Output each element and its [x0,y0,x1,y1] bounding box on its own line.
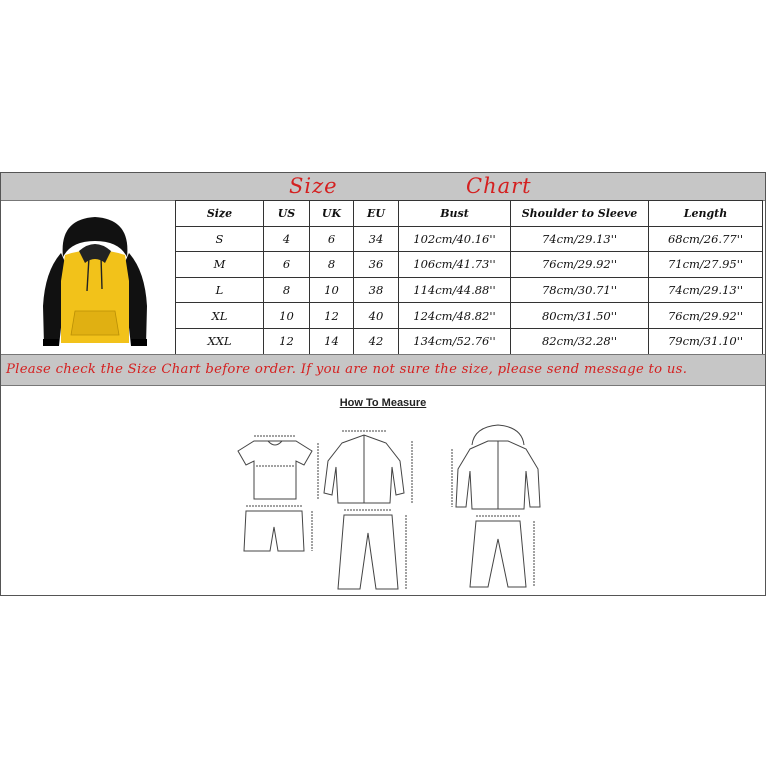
shorts-diagram [244,506,312,551]
title-chart: Chart [466,174,532,198]
header-bust: Bust [399,201,511,227]
table-cell: 34 [354,226,399,252]
table-cell: 79cm/31.10'' [649,328,763,354]
hoodie-image [39,211,151,351]
how-to-measure [208,397,558,593]
header-uk: UK [310,201,354,227]
header-length: Length [649,201,763,227]
header-eu: EU [354,201,399,227]
table-cell: 74cm/29.13'' [511,226,649,252]
table-cell: 80cm/31.50'' [511,303,649,329]
header-size: Size [176,201,264,227]
table-cell: 76cm/29.92'' [649,303,763,329]
table-cell: 102cm/40.16'' [399,226,511,252]
how-to-measure-title: How To Measure [339,397,427,409]
table-row [176,252,763,278]
table-cell: 14 [310,328,354,354]
table-cell: 106cm/41.73'' [399,252,511,278]
size-table [175,200,763,355]
table-row [176,328,763,354]
table-cell: XL [176,303,264,329]
table-cell: 78cm/30.71'' [511,277,649,303]
table-cell: 124cm/48.82'' [399,303,511,329]
table-row [176,277,763,303]
table-cell: 36 [354,252,399,278]
table-cell: XXL [176,328,264,354]
table-cell: 114cm/44.88'' [399,277,511,303]
header-us: US [264,201,310,227]
table-cell: S [176,226,264,252]
table-header-row [176,201,763,227]
table-row [176,226,763,252]
table-cell: 4 [264,226,310,252]
header-shoulder-to-sleeve: Shoulder to Sleeve [511,201,649,227]
hoodie-diagram [452,425,540,509]
table-cell: 82cm/32.28'' [511,328,649,354]
joggers-diagram [470,516,534,587]
notice-bar [1,354,765,386]
title-bar [1,173,765,201]
table-cell: 68cm/26.77'' [649,226,763,252]
table-cell: 74cm/29.13'' [649,277,763,303]
table-cell: 12 [310,303,354,329]
table-cell: 76cm/29.92'' [511,252,649,278]
table-cell: 38 [354,277,399,303]
table-cell: L [176,277,264,303]
title-size: Size [289,174,338,198]
table-cell: 8 [264,277,310,303]
notice-text: Please check the Size Chart before order. If you are not sure the size, please send message to us. [6,362,688,377]
table-cell: 10 [310,277,354,303]
tshirt-diagram [238,436,318,499]
table-cell: M [176,252,264,278]
table-cell: 6 [264,252,310,278]
table-cell: 12 [264,328,310,354]
table-cell: 40 [354,303,399,329]
measurement-diagrams [208,411,558,593]
shirt-diagram [324,431,412,503]
table-row [176,303,763,329]
table-cell: 134cm/52.76'' [399,328,511,354]
table-cell: 8 [310,252,354,278]
pants-diagram [338,510,406,589]
table-cell: 10 [264,303,310,329]
table-cell: 42 [354,328,399,354]
size-chart [0,172,766,596]
table-cell: 6 [310,226,354,252]
table-cell: 71cm/27.95'' [649,252,763,278]
